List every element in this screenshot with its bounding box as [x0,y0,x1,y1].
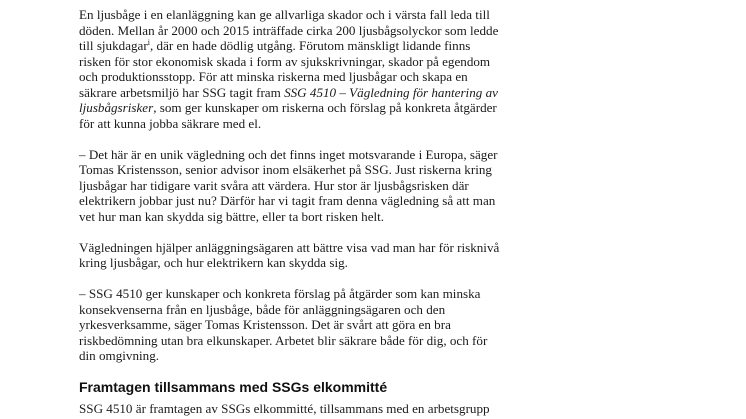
text-line: – Det här är en unik vägledning och det finns inget motsvarande i Europa, säger [79,146,498,162]
text-line: elektrikern jobbar just nu? Därför har vi tagit fram denna vägledning så att man [79,193,496,208]
text-line: ljusbågar har tidigare varit svåra att värdera. Hur stor är ljusbågsrisken där [79,177,469,193]
text-line: Tomas Kristensson, senior advisor inom elsäkerhet på SSG. Just riskerna kring [79,162,492,177]
paragraph-quote-1 [79,147,579,225]
text-fragment: till sjukdagar [79,38,148,53]
text-line: kring ljusbågar, och hur elektrikern kan skydda sig. [79,255,348,270]
footnote-reference: i [147,38,150,47]
text-line: konsekvenserna från en ljusbåge, både för anläggningsägaren och den [79,301,446,317]
text-line: döden. Mellan år 2000 och 2015 inträffade cirka 200 ljusbågsolyckor som ledde [79,22,499,38]
document-title-italic: SSG 4510 – Vägledning för hantering av [284,84,498,100]
text-line: riskbedömning utan bra elkunskaper. Arbetet blir säkrare både för dig, och för [79,332,488,348]
text-line: din omgivning. [79,348,160,363]
text-line: vet hur man kan skydda sig bättre, eller ta bort risken helt. [79,208,385,224]
text-line: yrkesverksamme, säger Tomas Kristensson. Det är svårt att göra en bra [79,317,451,332]
text-line [79,38,579,54]
text-line: SSG 4510 är framtagen av SSGs elkommitté, tillsammans med en arbetsgrupp [79,401,490,416]
paragraph-guidance [79,240,579,271]
text-line: – SSG 4510 ger kunskaper och konkreta förslag på åtgärder som kan minska [79,286,481,301]
paragraph-quote-2 [79,286,579,364]
text-line: En ljusbåge i en elanläggning kan ge allvarliga skador och i värsta fall leda till [79,7,490,22]
article-body [79,7,579,419]
text-fragment: , som ger kunskaper om riskerna och förslag på konkreta åtgärder [153,100,497,115]
text-line: risken för stor ekonomisk skada i form av sjukskrivningar, skador på egendom [79,53,491,69]
paragraph-committee [79,401,579,417]
text-line [79,100,579,116]
text-line: och produktionsstopp. För att minska riskerna med ljusbågar och skapa en [79,69,468,84]
paragraph-intro [79,7,579,131]
text-fragment: , där en hade dödlig utgång. Förutom mänskligt lidande finns [149,38,471,53]
document-title-italic: ljusbågsrisker [79,100,154,115]
text-fragment: säkrare arbetsmiljö har SSG tagit fram [79,84,285,100]
text-line: Vägledningen hjälper anläggningsägaren att bättre visa vad man har för risknivå [79,239,500,255]
section-heading: Framtagen tillsammans med SSGs elkommitté [79,379,388,395]
text-line: för att kunna jobba säkrare med el. [79,115,262,131]
text-line [79,85,579,101]
